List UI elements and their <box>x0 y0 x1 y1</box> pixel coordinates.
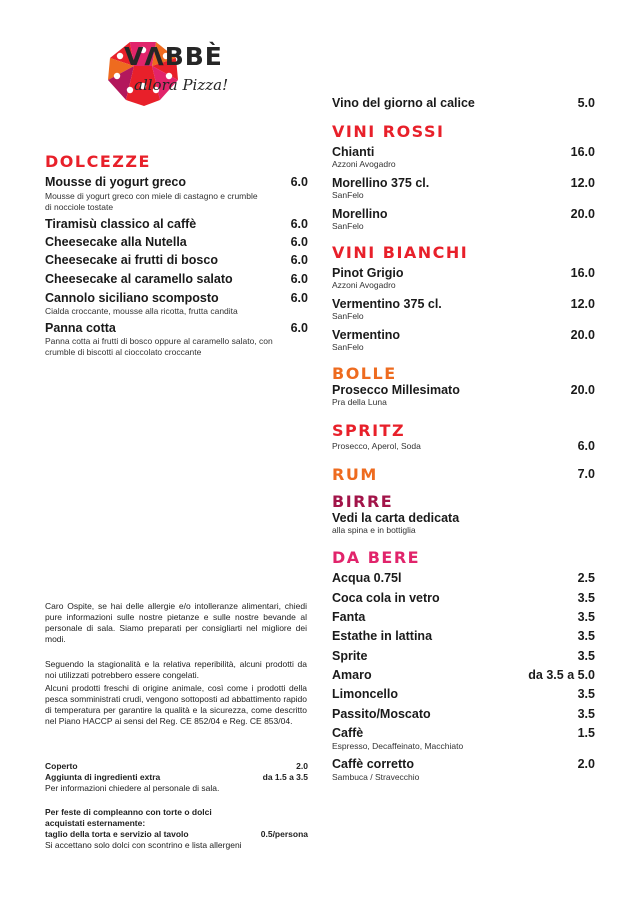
menu-item-name: Mousse di yogurt greco <box>45 175 186 189</box>
wine-price: 12.0 <box>570 297 595 311</box>
feste-label: taglio della torta e servizio al tavolo <box>45 829 189 839</box>
drink-price: 3.5 <box>577 707 595 721</box>
bolle-title: BOLLE <box>332 364 397 383</box>
menu-item-name: Cheesecake al caramello salato <box>45 272 233 286</box>
haccp-note: Alcuni prodotti freschi di origine animale, così come i prodotti della pesca somministrati crudi, vengono sottoposti ad abbattimento rapido di temperatura per garantire la qualità e la sicurezza, come descritto nel Piano HACCP ai sensi del Reg. CE 852/04 e Reg. CE 853/04. <box>45 683 307 726</box>
drink-name: Caffè <box>332 726 364 740</box>
wine-producer: SanFelo <box>332 190 364 200</box>
rum-price: 7.0 <box>577 467 595 481</box>
feste-price: 0.5/persona <box>260 829 308 839</box>
brand-tagline: allora Pizza! <box>134 76 229 94</box>
vino-giorno-name: Vino del giorno al calice <box>332 96 475 110</box>
extra-label: Aggiunta di ingredienti extra <box>45 772 161 782</box>
drink-name: Fanta <box>332 610 366 624</box>
menu-item-price: 6.0 <box>290 235 308 249</box>
drink-price: 2.5 <box>577 571 595 585</box>
wine-producer: Azzoni Avogadro <box>332 159 396 169</box>
feste-note: Si accettano solo dolci con scontrino e lista allergeni <box>45 840 242 850</box>
brand-name: VΛBBÈ <box>124 42 223 71</box>
menu-item-desc: Cialda croccante, mousse alla ricotta, frutta candita <box>45 306 238 316</box>
menu-item-price: 6.0 <box>290 272 308 286</box>
feste-title: Per feste di compleanno con torte o dolci acquistati esternamente: <box>45 807 212 828</box>
allergeni-note: Caro Ospite, se hai delle allergie e/o intolleranze alimentari, chiedi pure informazioni sulle nostre pietanze e sulle nostre bevande al personale di sala. Siamo preparati per consigliarti nel migliore dei modi. <box>45 601 307 644</box>
wine-producer: SanFelo <box>332 221 364 231</box>
vini-rossi-title: VINI ROSSI <box>332 122 445 141</box>
wine-price: 12.0 <box>570 176 595 190</box>
menu-item-price: 6.0 <box>290 321 308 335</box>
wine-price: 20.0 <box>570 207 595 221</box>
dolcezze-title: DOLCEZZE <box>45 152 151 171</box>
drink-name: Coca cola in vetro <box>332 591 440 605</box>
vino-giorno-price: 5.0 <box>577 96 595 110</box>
spritz-title: SPRITZ <box>332 421 406 440</box>
bolle-producer: Pra della Luna <box>332 397 387 407</box>
wine-name: Chianti <box>332 145 375 159</box>
wine-name: Morellino <box>332 207 388 221</box>
wine-name: Morellino 375 cl. <box>332 176 430 190</box>
menu-item-name: Cannolo siciliano scomposto <box>45 291 219 305</box>
birre-title: BIRRE <box>332 492 394 511</box>
bolle-price: 20.0 <box>570 383 595 397</box>
menu-item-name: Cheesecake alla Nutella <box>45 235 187 249</box>
drink-name: Amaro <box>332 668 372 682</box>
drink-name: Estathe in lattina <box>332 629 433 643</box>
drink-price: 3.5 <box>577 629 595 643</box>
menu-item-name: Panna cotta <box>45 321 116 335</box>
wine-price: 16.0 <box>570 145 595 159</box>
drink-name: Limoncello <box>332 687 398 701</box>
drink-price: da 3.5 a 5.0 <box>528 668 595 682</box>
drink-price: 3.5 <box>577 687 595 701</box>
da-bere-title: DA BERE <box>332 548 421 567</box>
menu-item-desc: Mousse di yogurt greco con miele di castagno e crumble di nocciole tostate <box>45 191 258 212</box>
coperto-price: 2.0 <box>296 761 308 771</box>
coperto-label: Coperto <box>45 761 78 771</box>
birre-desc: alla spina e in bottiglia <box>332 525 416 535</box>
wine-name: Vermentino <box>332 328 401 342</box>
drink-name: Acqua 0.75l <box>332 571 402 585</box>
vini-bianchi-title: VINI BIANCHI <box>332 243 469 262</box>
birre-name: Vedi la carta dedicata <box>332 511 460 525</box>
menu-item-price: 6.0 <box>290 217 308 231</box>
menu-item-desc: Panna cotta ai frutti di bosco oppure al caramello salato, con crumble di biscotti al cioccolato croccante <box>45 336 273 357</box>
wine-price: 16.0 <box>570 266 595 280</box>
wine-name: Vermentino 375 cl. <box>332 297 442 311</box>
wine-producer: SanFelo <box>332 342 364 352</box>
drink-name: Passito/Moscato <box>332 707 431 721</box>
wine-name: Pinot Grigio <box>332 266 404 280</box>
drink-desc: Sambuca / Stravecchio <box>332 772 420 782</box>
wine-producer: SanFelo <box>332 311 364 321</box>
menu-item-name: Tiramisù classico al caffè <box>45 217 197 231</box>
drink-price: 3.5 <box>577 649 595 663</box>
bolle-name: Prosecco Millesimato <box>332 383 460 397</box>
rum-title: RUM <box>332 465 378 484</box>
wine-producer: Azzoni Avogadro <box>332 280 396 290</box>
drink-price: 3.5 <box>577 591 595 605</box>
spritz-price: 6.0 <box>577 439 595 453</box>
menu-item-name: Cheesecake ai frutti di bosco <box>45 253 218 267</box>
drink-price: 2.0 <box>577 757 595 771</box>
menu-item-price: 6.0 <box>290 175 308 189</box>
extra-note: Per informazioni chiedere al personale di sala. <box>45 783 220 793</box>
spritz-desc: Prosecco, Aperol, Soda <box>332 441 421 451</box>
stagionalita-note: Seguendo la stagionalità e la relativa reperibilità, alcuni prodotti da noi utilizzati potrebbero essere congelati. <box>45 659 307 680</box>
drink-price: 3.5 <box>577 610 595 624</box>
drink-desc: Espresso, Decaffeinato, Macchiato <box>332 741 464 751</box>
extra-price: da 1.5 a 3.5 <box>262 772 308 782</box>
drink-name: Sprite <box>332 649 368 663</box>
menu-item-price: 6.0 <box>290 291 308 305</box>
drink-price: 1.5 <box>577 726 595 740</box>
drink-name: Caffè corretto <box>332 757 414 771</box>
wine-price: 20.0 <box>570 328 595 342</box>
menu-item-price: 6.0 <box>290 253 308 267</box>
